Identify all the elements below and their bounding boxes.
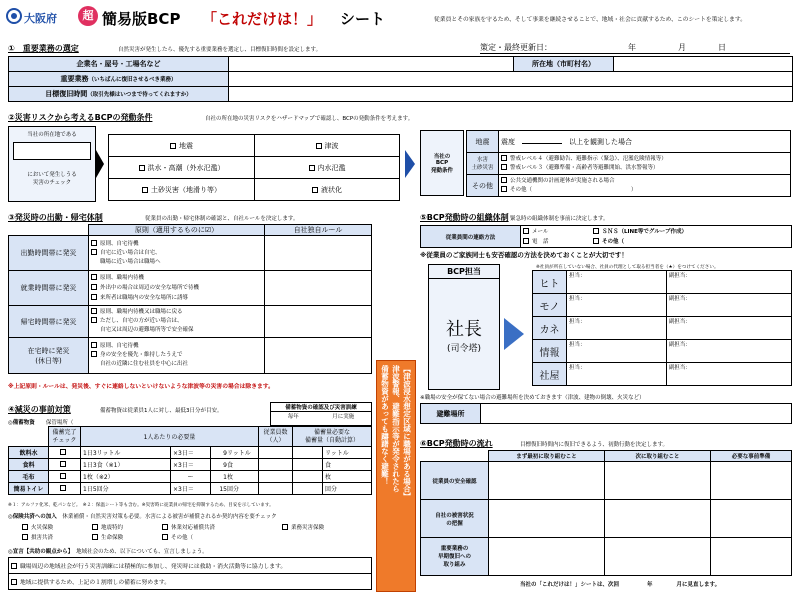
evac-input[interactable] [481, 404, 792, 424]
recovery-input[interactable] [229, 87, 793, 102]
company-input[interactable] [229, 57, 514, 72]
s3-note: ※上記原則・ルールは、発災後、すぐに連絡しないといけないような津波等の災害の場合は除きます。 [8, 384, 274, 390]
s1-desc: 自然災害が発生したら、優先する重要業務を選定し、目標復旧時間を設定します。 [118, 47, 322, 53]
company-label: 企業名・屋号・工場名など [9, 57, 229, 72]
s3-desc: 従業員の出勤・帰宅体制の確認と、自社ルールを決定します。 [145, 216, 299, 222]
sub-note: ※社員が所在していない場合、社員の代理として取る担当者を（★）をつけてください。 [536, 265, 719, 270]
important-input[interactable] [229, 72, 793, 87]
s5-heading: ⑤BCP発動時の組織体制 [420, 213, 509, 222]
title-main: 簡易版BCP [102, 10, 181, 28]
checkbox[interactable] [142, 187, 148, 193]
update-date: 策定・最終更新日： 年 月 日 [480, 42, 790, 54]
arrow-right-icon [96, 150, 104, 178]
s1-heading: ① 重要業務の選定 [8, 44, 79, 53]
recovery-label: 目標復旧時間（取引先様はいつまで待ってくれますか） [9, 87, 229, 102]
checkbox[interactable] [312, 187, 318, 193]
checkbox[interactable] [170, 143, 176, 149]
s5-note: ※従業員のご家族同士も安否確認の方法を決めておくことが大切です！ [420, 251, 628, 259]
s1-table [8, 56, 793, 102]
insurance-heading: ◎保険共済への加入 休業補償・自然災害対策も必要。水害による被害が補償されるか契約内容を要チェック [8, 514, 277, 520]
checkbox[interactable] [139, 165, 145, 171]
s6-desc: 目標復旧時間内に復旧できるよう、初動行動を決定します。 [520, 442, 669, 448]
arrow-right-icon [504, 318, 524, 350]
s2-location-box: 当社の所在地である において発生しうる 災害のチェック [8, 126, 96, 202]
flow-table: まず最初に取り組むこと 次に取り組むこと 必要な事前準備 従業員の安全確認 自社の被害状況 の把握 重要業務の 早期復旧への 取り組み [420, 450, 792, 576]
super-badge: 超 [78, 6, 98, 26]
s5-desc: 緊急時の組織体制を事前に決定します。 [510, 216, 609, 222]
stock-table: 備蓄完了 チェック 1人あたりの必要量 従業員数 （人） 備蓄量必要な 備蓄量（自動計算） 飲料水 1日3リットル ×3日＝ 9リットル リットル 食料 1日3食（※1） ×3日＝ 9食 食 毛布 1枚（※2） ー 1枚 枚 簡易トイレ 1日5回分 ×3日＝ 15回分 回分 [8, 426, 372, 495]
s2-heading: ②災害リスクから考えるBCPの発動条件 [8, 113, 153, 122]
tagline: 従業員とその家族を守るため、そして事業を継続させることで、地域・社会に貢献するため、このシートを策定します。 [434, 17, 746, 23]
s3-table: 原則（適用するものに☑） 自社独自ルール 出勤時間帯に発災 原則、自宅待機 自宅に近い場合は自宅、 職場に近い場合は職場へ 就業時間帯に発災 原則、職場内待機 外出中の場合は周辺の安全な場所で待機 来所者は職場内の安全な場所に誘導 帰宅時間帯に発災 原則、職場内待機又は職場に戻る ただし、自宅の方が近い場合は、 自宅又は周辺の避難場所等で安全確保 在宅時に発災 (休日等) 原則、自宅待機 身の安全を優先・維持したうえで 自社の近隣に住む社員を中心に出社 [8, 224, 372, 374]
stock-place: ◎備蓄物資 保管場所（ [8, 420, 74, 426]
location-input[interactable] [614, 57, 793, 72]
contact-table: 従業員間の連絡方法 メール ＳＮＳ（LINE等でグループ作成） 電 話 その他（ [420, 225, 792, 248]
tsunami-warning: 【津波浸水想定区域に職場がある場合】 津波警報、避難指示等が発令されたら 備蓄物資があっても躊躇なく避難！ [376, 360, 416, 592]
s6-heading: ⑥BCP発動時の流れ [420, 439, 493, 448]
s4-desc: 備蓄物資は従業員1人に対し、最低3日分が目安。 [100, 408, 223, 414]
bcp-team-head: BCP担当 [428, 264, 500, 278]
s2-desc: 自社の所在地の災害リスクをハザードマップで確認し、BCPの発動条件を考えます。 [205, 116, 414, 122]
title-suffix: シート [340, 10, 386, 28]
insurance-options: 火災保険 地震特約 休業対応補償共済 業務災害保険 損害共済 生命保険 その他（ [22, 523, 372, 543]
review-footer: 当社の「これだけは！」シートは、次回 年 月に見直します。 [520, 582, 721, 588]
bcp-trigger-table: 地震 震度 以上を観測した場合 水害 土砂災害 警戒レベル４（避難勧告、避難指示（緊急）、氾濫危険情報等） 警戒レベル３（避難準備・高齢者等避難開始、洪水警報等） その他 公共交通機関の計画運休が実施される場合 その他（ ） [466, 130, 791, 197]
osaka-logo-icon [6, 8, 22, 24]
s3-heading: ③発災時の出勤・帰宅体制 [8, 213, 103, 222]
declare-table: 職場周辺の地域社会が行う災害訓練には積極的に参加し、発災時には救助・消火活動等に協力します。 地域に提供するため、上記の１割増しの備蓄に努めます。 [8, 557, 372, 590]
s2-location-input[interactable] [13, 142, 91, 160]
roles-table: ヒト 担当： 副担当： モノ 担当： 副担当： カネ 担当： 副担当： 情報 担当： 副担当： 社屋 担当： 副担当： [532, 270, 792, 386]
arrow-right-icon [405, 150, 415, 178]
declare-heading: ◎宣言【共助の観点から】 地域社会のため、以下についても、宣言しましょう。 [8, 549, 208, 555]
checkbox[interactable] [309, 165, 315, 171]
drill-box: 備蓄物資の確認及び災害訓練 毎年 月に実施 [270, 402, 372, 426]
s4-heading: ④減災の事前対策 [8, 405, 71, 414]
header [4, 2, 796, 42]
title-quote: 「これだけは！」 [202, 10, 323, 28]
important-label: 重要業務（いちばんに復旧させるべき業務） [9, 72, 229, 87]
evac-table: 避難場所 [420, 403, 792, 424]
evac-note: ※職場の安全が保てない場合の避難場所を決めておきます（津波、建物の倒壊、火災など） [420, 395, 645, 401]
s4-note1: ※１：アルファ化米、乾パンなど。 ※２：保温シート等も含む。※災害時に従業員の帰宅を抑制するため、目安を示しています。 [8, 503, 274, 508]
bcp-trigger-label: 当社の BCP 発動条件 [420, 130, 464, 196]
leader-box: 社長 (司令塔) [428, 278, 500, 390]
checkbox[interactable] [316, 143, 322, 149]
location-label: 所在地（市町村名） [514, 57, 614, 72]
s2-risk-table: 地震 津波 洪水・高潮（外水氾濫） 内水氾濫 土砂災害（地滑り等） 液状化 [108, 134, 400, 201]
logo-text: 大阪府 [24, 12, 57, 25]
